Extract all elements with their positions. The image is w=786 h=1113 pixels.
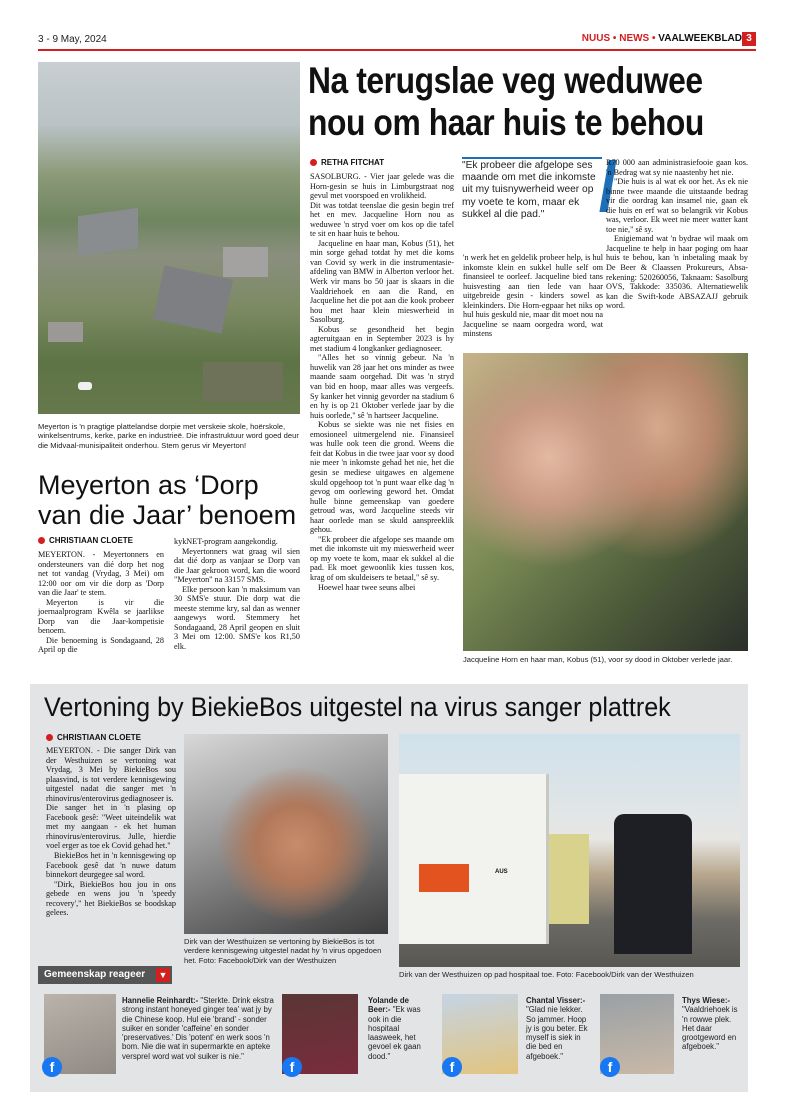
comment-text: "Vaaldriehoek is 'n rowwe plek. Het daar grootgeword en afgeboek." bbox=[682, 1005, 738, 1052]
comment-hannelie bbox=[122, 996, 274, 1061]
ambulance-photo-caption: Dirk van der Westhuizen op pad hospitaal toe. Foto: Facebook/Dirk van der Westhuizen bbox=[399, 970, 694, 979]
biekiebos-headline: Vertoning by BiekieBos uitgestel na virus sanger plattrek bbox=[44, 692, 671, 722]
section-sep-2: • bbox=[652, 33, 656, 44]
paragraph: MEYERTON. - Die sanger Dirk van der Westhuizen se vertoning wat Vrydag, 3 Mei by BiekieBos sou plaasvind, is tot verdere kennisgewing uitgestel nadat die sanger met 'n rhinovirus/enterovirus gediagnoseer is. bbox=[46, 746, 176, 803]
commenter-name: Thys Wiese:- bbox=[682, 996, 731, 1005]
comment-text: "Glad nie lekker. So jammer. Hoop jy is gou beter. Ek myself is siek in die bed en afgeboek." bbox=[526, 1005, 588, 1061]
pull-quote: "Ek probeer die afgelope ses maande om met die inkomste uit my tuisnywerheid weer op my voete te kom, maar ek sukkel al die pad." bbox=[462, 160, 596, 220]
paragraph: Kobus se gesondheid het begin agteruitgaan en in September 2023 is hy met stadium 4 longkanker gediagnoseer. bbox=[310, 324, 454, 353]
byline-dot-icon bbox=[46, 734, 53, 741]
main-headline-line-2: nou om haar huis te behou bbox=[308, 102, 704, 143]
meyerton-headline: Meyerton as ‘Dorp van die Jaar’ benoem bbox=[38, 470, 297, 530]
paragraph: Dit was totdat teenslae die gesin begin tref het en mev. Jacqueline Horn nou as weduwee 'n stryd voer om kos op die tafel te sit en haar huis te behou. bbox=[310, 200, 454, 239]
couple-photo-caption: Jacqueline Horn en haar man, Kobus (51), voor sy dood in Oktober verlede jaar. bbox=[463, 655, 733, 664]
paragraph: 'n werk het en geldelik probeer help, is hul inkomste klein en sukkel hulle self om finansieel te oorleef. Jacqueline bied tans huisvesting aan tien lede van haar uitgebreide gesin - kinders sowel as kleinkinders. Die Horn-egpaar het niks op hul huis geskuld nie, maar dit moet nou na Jacqueline se naam oorgedra word, wat minstens bbox=[463, 253, 603, 339]
couple-photo bbox=[463, 353, 748, 651]
meyerton-byline bbox=[38, 536, 133, 545]
main-col-3 bbox=[606, 158, 748, 311]
paragraph: MEYERTON. - Meyertonners en ondersteuners van dié dorp het nog net tot vandag (Vrydag, 3 Mei) om 12:00 oor om vir die dorp as 'Dorp van die Jaar' te stem. bbox=[38, 550, 164, 598]
paragraph: "Alles het so vinnig gebeur. Na 'n huwelik van 28 jaar het ons minder as twee maande saam oorgehad. Dit was 'n stryd van bid en hoop, maar alles was vergeefs. Sy kanker het vinnig gevorder na stadium 6 en hy is op 21 Oktober verlede jaar by die huis oorlede," sê 'n hartseer Jacqueline. bbox=[310, 353, 454, 420]
facebook-icon: f bbox=[282, 1057, 302, 1077]
commenter-name: Chantal Visser:- bbox=[526, 996, 586, 1005]
comment-text: "Sterkte. Drink ekstra strong instant honeyed ginger tea' wat jy by die Chinese koop. Hul eie 'brand' - sonder suiker en sonder 'caffeine' en sonder 'preservatives.' Dis 'potent' en werk soos 'n bom. Nie die wat in supermarkte en apteke verspreI word wat vol suiker is nie." bbox=[122, 996, 274, 1061]
comment-thys bbox=[682, 996, 744, 1052]
comment-chantal bbox=[526, 996, 592, 1061]
paragraph: "Die huis is al wat ek oor het. As ek nie binne twee maande die uitstaande bedrag vir die oordrag kan insamel nie, gaan ek die huis en erf wat so belangrik vir Kobus was, verloor. Ek weet nie meer watter kant toe nie," sê sy. bbox=[606, 177, 748, 234]
biekiebos-byline-name: CHRISTIAAN CLOETE bbox=[57, 733, 141, 742]
main-byline bbox=[310, 158, 384, 167]
paragraph: Kobus se siekte was nie net fisies en emosioneel uitmergelend nie. Finansieel was hulle ook teen die grond. Weens die feit dat Kobus in die twee jaar voor sy dood nie meer 'n inkomste gehad het nie, het die gesin se mediese uitgawes en algemene skuld opgehoop tot 'n punt waar elke dag 'n gevog om oorlewing geword het. Omdat hulle binne gemeenskap van goedere getroud was, word Jacqueline steeds vir haar oorlede man se skuld aanspreeklik gehou. bbox=[310, 420, 454, 535]
biekiebos-byline bbox=[46, 733, 141, 742]
paragraph: R70 000 aan administrasiefooie gaan kos. 'n Bedrag wat sy nie naastenby het nie. bbox=[606, 158, 748, 177]
facebook-icon: f bbox=[600, 1057, 620, 1077]
byline-dot-icon bbox=[310, 159, 317, 166]
meyerton-col-1 bbox=[38, 550, 164, 655]
meyerton-byline-name: CHRISTIAAN CLOETE bbox=[49, 536, 133, 545]
paragraph: Hoewel haar twee seuns albei bbox=[318, 582, 416, 592]
ambulance-number: AUS bbox=[495, 869, 508, 875]
facebook-icon: f bbox=[442, 1057, 462, 1077]
paragraph: kykNET-program aangekondig. bbox=[174, 537, 278, 546]
byline-dot-icon bbox=[38, 537, 45, 544]
meyerton-col-2 bbox=[174, 537, 300, 652]
header-rule bbox=[38, 49, 756, 51]
paragraph: SASOLBURG. - Vier jaar gelede was die Horn-gesin se huis in Limburgstraat nog gevul met voorspoed en vrolikheid. bbox=[310, 172, 454, 201]
paragraph: Die sanger het in 'n plasing op Facebook gesê: "Weet uiteindelik wat met my aangaan - ek het human rhinovirus/enterovirus. Julle, hierdie voel erger as toe ek Covid gehad het." bbox=[46, 803, 176, 851]
biekiebos-body bbox=[46, 746, 176, 918]
main-col-2 bbox=[463, 253, 603, 339]
hospital-photo bbox=[184, 734, 388, 934]
facebook-icon: f bbox=[42, 1057, 62, 1077]
paragraph: Die benoeming is Sondagaand, 28 April op die bbox=[38, 635, 164, 655]
main-headline bbox=[308, 60, 747, 144]
section-vaalweekblad: VAALWEEKBLAD bbox=[658, 33, 742, 44]
issue-date: 3 - 9 May, 2024 bbox=[38, 34, 107, 45]
section-nuus: NUUS bbox=[581, 33, 611, 44]
section-news: NEWS bbox=[619, 33, 650, 44]
paragraph: Elke persoon kan 'n maksimum van 30 SMS'e stuur. Die dorp wat die meeste stemme kry, sal dan as wenner aangewys word. Stemmery het Sondagaand, 28 April geopen en sluit 3 Mei om 12:00. SMS'e kos R1,50 elk. bbox=[174, 584, 300, 652]
community-label bbox=[38, 966, 172, 984]
community-title: Gemeenskap reageer bbox=[44, 969, 146, 980]
hospital-photo-caption: Dirk van der Westhuizen se vertoning by BiekieBos is tot verdere kennisgewing uitgestel nadat hy 'n virus opgedoen het. Foto: Facebook/Dirk van der Westhuizen bbox=[184, 937, 382, 965]
section-label bbox=[582, 33, 742, 44]
main-headline-line-1: Na terugslae veg weduwee bbox=[308, 60, 703, 101]
comment-yolande bbox=[368, 996, 432, 1061]
comment-text: "Ek was ook in die hospitaal laasweek, het gevoel ek gaan dood." bbox=[368, 1005, 421, 1061]
paragraph: "Ek probeer die afgelope ses maande om met die inkomste uit my mieswerheid weer op my voete te kom, maar ek sukkel al die pad. Ek moet gewoonlik kies tussen kos, krag of om skuldeisers te betaal," sê sy. bbox=[310, 534, 454, 582]
meyerton-photo-caption: Meyerton is 'n pragtige plattelandse dorpie met verskeie skole, hoërskole, winkelsentrums, kerke, parke en industrieë. Die infrastruktuur word goed deur die Midvaal-munisipaliteit onderhou. Stem gerus vir Meyerton! bbox=[38, 422, 299, 450]
section-sep-1: • bbox=[612, 33, 617, 44]
meyerton-aerial-photo bbox=[38, 62, 300, 414]
main-byline-name: RETHA FITCHAT bbox=[321, 158, 385, 167]
paragraph: Meyerton is vir die joernaalprogram Kwêla se jaarlikse Dorp van die Jaar-kompetisie benoem. bbox=[38, 597, 164, 636]
commenter-name: Yolande de Beer:- bbox=[368, 996, 410, 1015]
paragraph: "Dirk, BiekieBos hou jou in ons gebede en wens jou 'n 'speedy recovery'," het BiekieBos se boodskap gelees. bbox=[46, 879, 176, 918]
chevron-down-icon: ▼ bbox=[156, 968, 170, 982]
paragraph: Enigiemand wat 'n bydrae wil maak om Jacqueline te help in haar poging om haar huis te behou, kan 'n inbetaling maak by De Beer & Claassen Prokureurs, Absa-rekening: 520260056, Taknaam: Sasolburg OVS, Takkode: 335036. Alternatiewelik kan die Swift-kode ABSAZAJJ gebruik word. bbox=[606, 234, 748, 311]
commenter-name: Hannelie Reinhardt:- bbox=[122, 996, 199, 1005]
main-col-1 bbox=[310, 172, 454, 592]
paragraph: Meyertonners wat graag wil sien dat dié dorp as vanjaar se Dorp van die Jaar gekroon word, kan die woord "Meyerton" na 33157 SMS. bbox=[174, 546, 300, 585]
pull-quote-rule bbox=[462, 157, 602, 159]
paragraph: Jacqueline en haar man, Kobus (51), het min sorge gehad totdat hy met die koms van Covid sy werk in die instrumentasie-afdeling van BMW in Alberton verloor het. Werk vir mans bo 50 jaar is skaars in die Vaaldriehoek en aan die Rand, en Jacqueline het die pot aan die kook probeer hou met haar klein mieswerheid in Sasolburg. bbox=[310, 238, 454, 325]
ambulance-photo bbox=[399, 734, 740, 967]
page-number: 3 bbox=[742, 32, 756, 46]
paragraph: BiekieBos het in 'n kennisgewing op Facebook gesê dat 'n nuwe datum binnekort deurgegee sal word. bbox=[46, 851, 176, 880]
